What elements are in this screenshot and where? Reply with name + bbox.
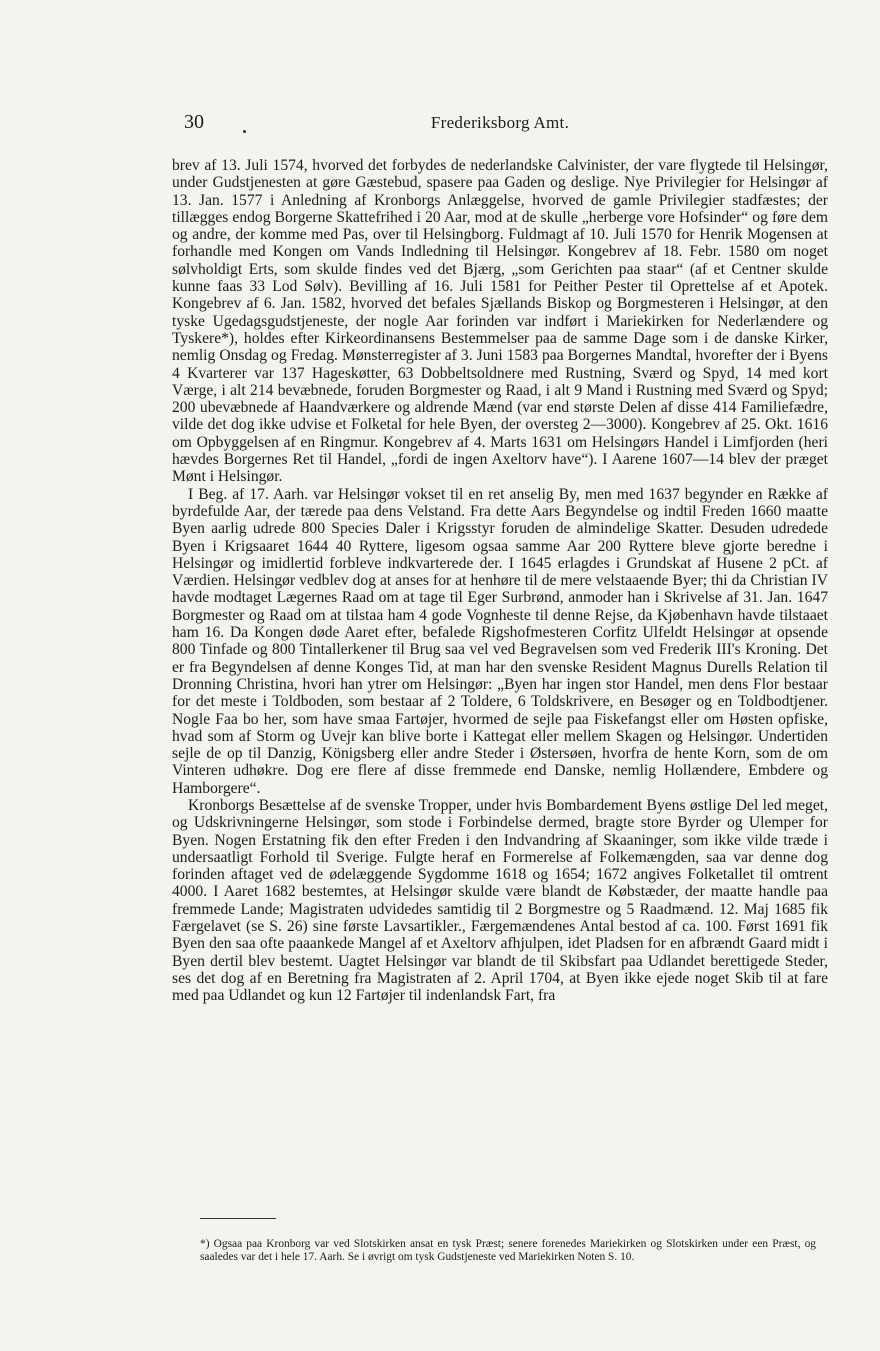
- paragraph-2: I Beg. af 17. Aarh. var Helsingør vokset til en ret anselig By, men med 1637 begynder en Række af byrdefulde Aar, der tærede paa dens Velstand. Fra dette Aars Begyndelse og indtil Freden 1660 maatte Byen aarlig udrede 800 Species Daler i Krigsstyr foruden de almindelige Skatter. Desuden udredede Byen i Krigsaaret 1644 40 Ryttere, ligesom ogsaa samme Aar 200 Ryttere bleve gjorte beredne i Helsingør og imidlertid forbleve indkvarterede der. I 1645 erlagdes i Grundskat af Husene 2 pCt. af Værdien. Helsingør vedblev dog at anses for at henhøre til de mere velstaaende Byer; thi da Christian IV havde modtaget Lægernes Raad om at tage til Eger Surbrønd, anmoder han i Skrivelse af 31. Jan. 1647 Borgmester og Raad om at tilstaa ham 4 gode Vognheste til denne Rejse, da Kjøbenhavn havde tilstaaet ham 16. Da Kongen døde Aaret efter, befalede Rigshofmesteren Corfitz Ulfeldt Helsingør at opsende 800 Tinfade og 800 Tintallerkener til Brug saa vel ved Begravelsen som ved Frederik III's Kroning. Det er fra Begyndelsen af denne Konges Tid, at man har den svenske Resident Magnus Durells Relation til Dronning Christina, hvori han ytrer om Helsingør: „Byen har ingen stor Handel, men dens Flor bestaar for det meste i Toldboden, som bestaar af 2 Toldere, 6 Toldskrivere, en Besøger og en Toldbodtjener. Nogle Faa bo her, som have smaa Fartøjer, hvormed de sejle paa Fiskefangst eller om Høsten opfiske, hvad som af Storm og Uvejr kan blive borte i Kattegat eller mellem Skagen og Helsingør. Undertiden sejle de op til Danzig, Königsberg eller andre Steder i Østersøen, hvorfra de hente Korn, som de om Vinteren udhøkre. Dog ere flere af disse fremmede end Danske, nemlig Hollændere, Embdere og Hamborgere“.: [172, 485, 828, 797]
- body-text: [172, 157, 828, 1005]
- footnote-divider: [200, 1218, 276, 1219]
- paragraph-3: Kronborgs Besættelse af de svenske Tropper, under hvis Bombardement Byens østlige Del led meget, og Udskrivningerne Helsingør, som stode i Forbindelse dermed, bragte store Byrder og Ulemper for Byen. Nogen Erstatning fik den efter Freden i den Indvandring af Skaaninger, som ikke vilde træde i undersaatligt Forhold til Sverige. Fulgte heraf en Formerelse af Folkemængden, saa var denne dog forinden aftaget ved de ødelæggende Sygdomme 1618 og 1654; 1672 angives Folketallet til omtrent 4000. I Aaret 1682 bestemtes, at Helsingør skulde være blandt de Købstæder, der maatte handle paa fremmede Lande; Magistraten udvidedes samtidig til 2 Borgmestre og 5 Raadmænd. 12. Maj 1685 fik Færgelavet (se S. 26) sine første Lavsartikler., Færgemændenes Antal bestod af ca. 100. Først 1691 fik Byen den saa ofte paaankede Mangel af et Axeltorv afhjulpen, idet Pladsen for en afbrændt Gaard midt i Byen dertil blev bestemt. Uagtet Helsingør var blandt de til Skibsfart paa Udlandet berettigede Steder, ses det dog af en Beretning fra Magistraten af 2. April 1704, at Byen ikke ejede noget Skib til at fare med paa Udlandet og kun 12 Fartøjer til indenlandsk Fart, fra: [172, 796, 828, 1005]
- paragraph-1: brev af 13. Juli 1574, hvorved det forbydes de nederlandske Calvinister, der vare flygtede til Helsingør, under Gudstjenesten at gøre Gæstebud, spasere paa Gaden og deslige. Nye Privilegier for Helsingør af 13. Jan. 1577 i Anledning af Kronborgs Anlæggelse, hvorved de gamle Privilegier stadfæstes; der tillægges endog Borgerne Skattefrihed i 20 Aar, mod at de skulle „herberge vore Hofsinder“ og føre dem og andre, der komme med Pas, over til Helsingborg. Fuldmagt af 10. Juli 1570 for Henrik Mogensen at forhandle med Kongen om Vands Indledning til Helsingør. Kongebrev af 18. Febr. 1580 om noget sølvholdigt Erts, som skulde findes ved det Bjærg, „som Gerichten paa staar“ (af et Centner skulde kunne faas 33 Lod Sølv). Bevilling af 16. Juli 1581 for Peither Pester til Oprettelse af et Apotek. Kongebrev af 6. Jan. 1582, hvorved det befales Sjællands Biskop og Borgmesteren i Helsingør, at den tyske Ugedagsgudstjeneste, der nogle Aar forinden var indført i Mariekirken for Nederlændere og Tyskere*), holdes efter Kirkeordinansens Bestemmelser paa de samme Dage som i de danske Kirker, nemlig Onsdag og Fredag. Mønsterregister af 3. Juni 1583 paa Borgernes Mandtal, hvorefter der i Byens 4 Kvarterer var 137 Hageskøtter, 63 Dobbeltsoldnere med Rustning, Sværd og Spyd, 14 med kort Værge, i alt 214 bevæbnede, foruden Borgmester og Raad, i alt 9 Mand i Rustning med Sværd og Spyd; 200 ubevæbnede af Haandværkere og aldrende Mænd (var end største Delen af disse 414 Familiefædre, vilde det dog ikke udvise et Folketal for hele Byen, der oversteg 2—3000). Kongebrev af 25. Okt. 1616 om Opbyggelsen af en Ringmur. Kongebrev af 4. Marts 1631 om Helsingørs Handel i Limfjorden (heri hævdes Borgernes Ret til Handel, „fordi de ingen Axeltorv have“). I Aarene 1607—14 blev der præget Mønt i Helsingør.: [172, 157, 828, 486]
- page-header: [172, 111, 828, 137]
- running-title: Frederiksborg Amt.: [430, 113, 570, 132]
- page-number: 30: [184, 111, 204, 133]
- footnote: *) Ogsaa paa Kronborg var ved Slotskirken ansat en tysk Præst; senere forenedes Mariekirken og Slotskirken under een Præst, og saaledes var det i hele 17. Aarh. Se i øvrigt om tysk Gudstjeneste ved Mariekirken Noten S. 10.: [200, 1238, 816, 1263]
- ink-speck: [243, 130, 246, 133]
